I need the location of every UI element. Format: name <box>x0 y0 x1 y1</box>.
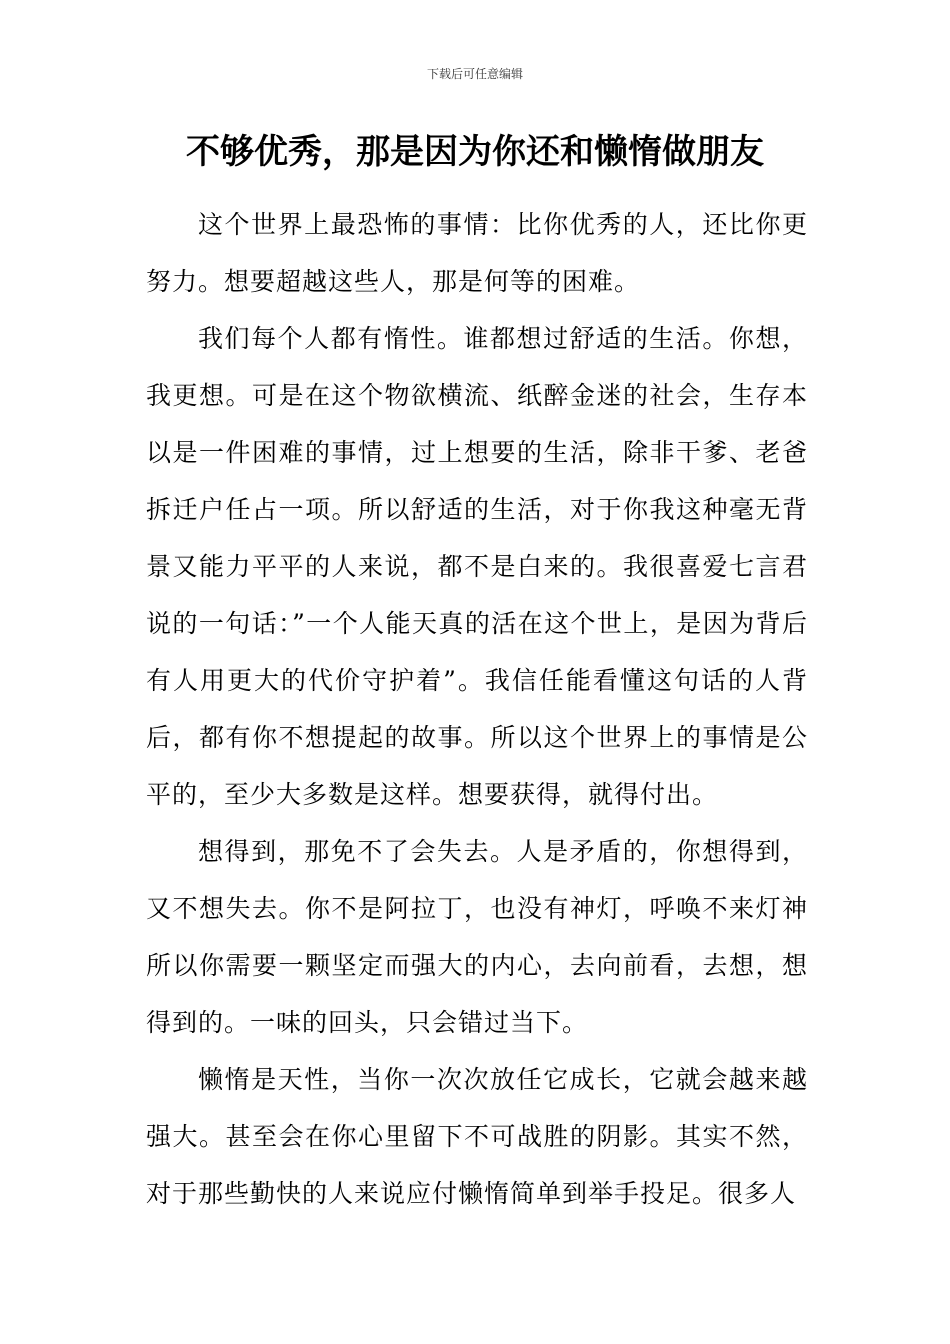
paragraph: 这个世界上最恐怖的事情：比你优秀的人，还比你更努力。想要超越这些人，那是何等的困难。 <box>146 210 808 296</box>
document-body <box>146 196 808 1222</box>
paragraph: 我们每个人都有惰性。谁都想过舒适的生活。你想，我更想。可是在这个物欲横流、纸醉金迷的社会，生存本以是一件困难的事情，过上想要的生活，除非干爹、老爸拆迁户任占一项。所以舒适的生活，对于你我这种毫无背景又能力平平的人来说，都不是白来的。我很喜爱七言君说的一句话：”一个人能天真的活在这个世上，是因为背后有人用更大的代价守护着”。我信任能看懂这句话的人背后，都有你不想提起的故事。所以这个世界上的事情是公平的，至少大多数是这样。想要获得，就得付出。 <box>146 324 808 809</box>
paragraph: 想得到，那免不了会失去。人是矛盾的，你想得到，又不想失去。你不是阿拉丁，也没有神灯，呼唤不来灯神所以你需要一颗坚定而强大的内心，去向前看，去想，想得到的。一味的回头，只会错过当下。 <box>146 837 808 1037</box>
document-title: 不够优秀，那是因为你还和懒惰做朋友 <box>186 132 764 172</box>
header-note: 下载后可任意编辑 <box>426 67 523 81</box>
paragraph: 懒惰是天性，当你一次次放任它成长，它就会越来越强大。甚至会在你心里留下不可战胜的阴影。其实不然，对于那些勤快的人来说应付懒惰简单到举手投足。很多人 <box>146 1065 808 1208</box>
